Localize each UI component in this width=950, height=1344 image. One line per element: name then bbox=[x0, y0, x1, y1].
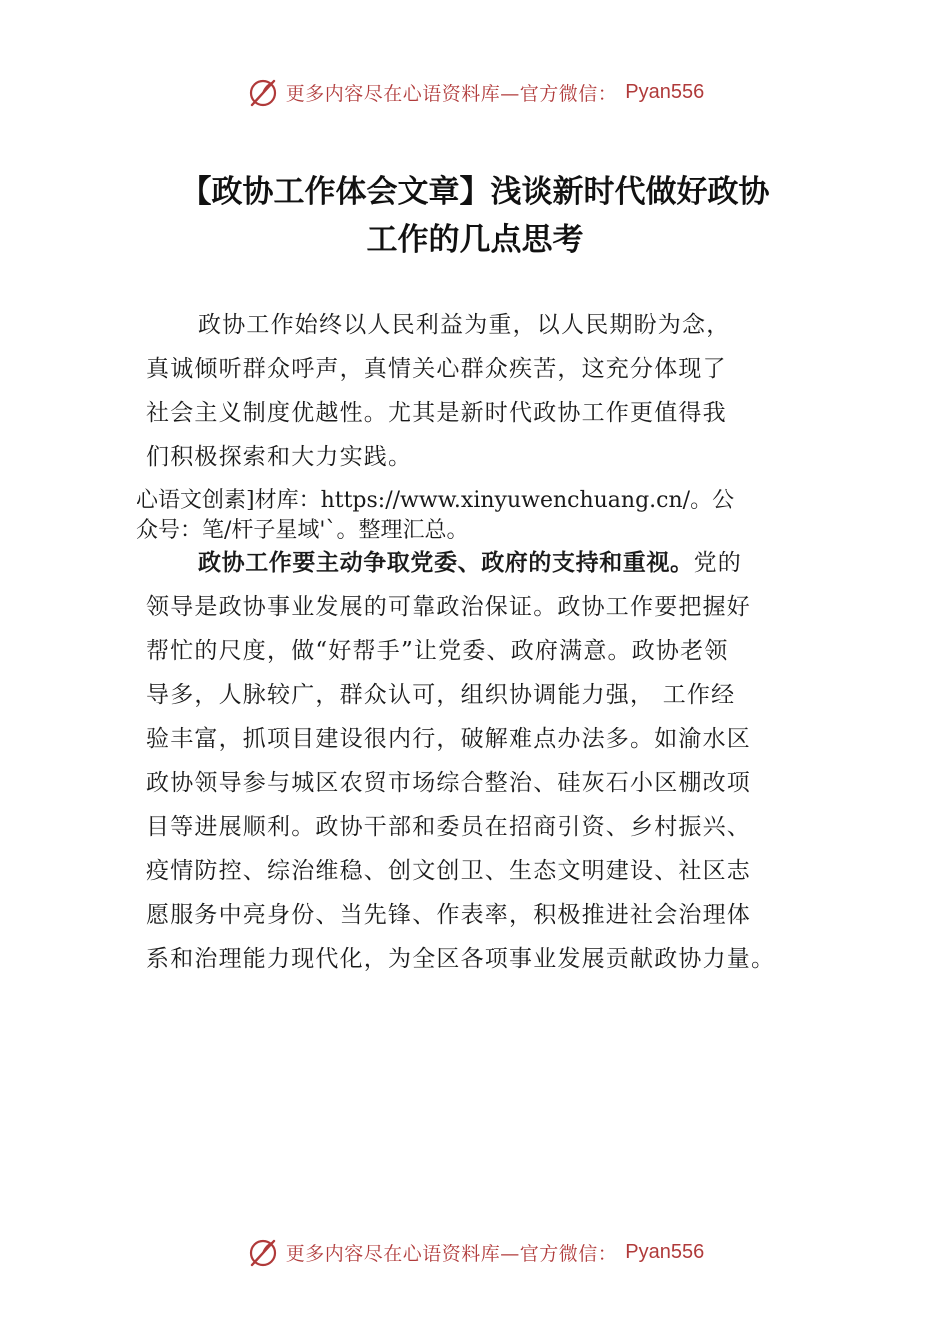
paragraph-1-line: 政协工作始终以人民利益为重，以人民期盼为念， bbox=[198, 312, 731, 338]
paragraph-2-line: 导多，人脉较广，群众认可，组织协调能力强， 工作经 bbox=[146, 682, 736, 708]
header-banner bbox=[0, 72, 950, 112]
paragraph-2-line: 帮忙的尺度，做“好帮手”让党委、政府满意。政协老领 bbox=[146, 638, 729, 664]
footer-banner bbox=[0, 1232, 950, 1272]
paragraph-2-line: 目等进展顺利。政协干部和委员在招商引资、乡村振兴、 bbox=[146, 814, 751, 840]
paragraph-2-line: 疫情防控、综治维稳、创文创卫、生态文明建设、社区志 bbox=[146, 858, 751, 884]
quill-logo-icon bbox=[246, 1235, 280, 1269]
paragraph-1-line: 真诚倾听群众呼声，真情关心群众疾苦，这充分体现了 bbox=[146, 356, 727, 382]
paragraph-1-line: 社会主义制度优越性。尤其是新时代政协工作更值得我 bbox=[146, 400, 727, 426]
paragraph-2-line: 领导是政协事业发展的可靠政治保证。政协工作要把握好 bbox=[146, 594, 751, 620]
source-note-line-1: 心语文创素]材库：https://www.xinyuwenchuang.cn/。公 bbox=[136, 488, 735, 513]
paragraph-2-line: 系和治理能力现代化，为全区各项事业发展贡献政协力量。 bbox=[146, 946, 776, 972]
title-line-1: 【政协工作体会文章】浅谈新时代做好政协 bbox=[180, 174, 770, 210]
banner-wechat-id: Pyan556 bbox=[625, 1240, 705, 1263]
document-title bbox=[100, 168, 850, 264]
paragraph-1 bbox=[146, 303, 836, 479]
source-note bbox=[136, 486, 836, 546]
paragraph-2-first-line-rest: 党的 bbox=[693, 550, 743, 576]
paragraph-2-line: 愿服务中亮身份、当先锋、作表率，积极推进社会治理体 bbox=[146, 902, 751, 928]
paragraph-2-first-line bbox=[146, 541, 836, 585]
source-note-line-2: 众号：笔/杆子星域'`。整理汇总。 bbox=[136, 518, 469, 543]
paragraph-2 bbox=[146, 541, 836, 981]
title-line-2: 工作的几点思考 bbox=[366, 222, 584, 258]
paragraph-1-line: 们积极探索和大力实践。 bbox=[146, 444, 413, 470]
banner-wechat-id: Pyan556 bbox=[625, 80, 705, 103]
paragraph-2-line: 政协领导参与城区农贸市场综合整治、硅灰石小区棚改项 bbox=[146, 770, 751, 796]
paragraph-2-line: 验丰富，抓项目建设很内行，破解难点办法多。如渝水区 bbox=[146, 726, 751, 752]
quill-logo-icon bbox=[246, 75, 280, 109]
paragraph-2-lead-sentence: 政协工作要主动争取党委、政府的支持和重视。 bbox=[198, 550, 694, 576]
banner-text: 更多内容尽在心语资料库—官方微信： bbox=[285, 82, 618, 105]
banner-text: 更多内容尽在心语资料库—官方微信： bbox=[285, 1242, 618, 1265]
